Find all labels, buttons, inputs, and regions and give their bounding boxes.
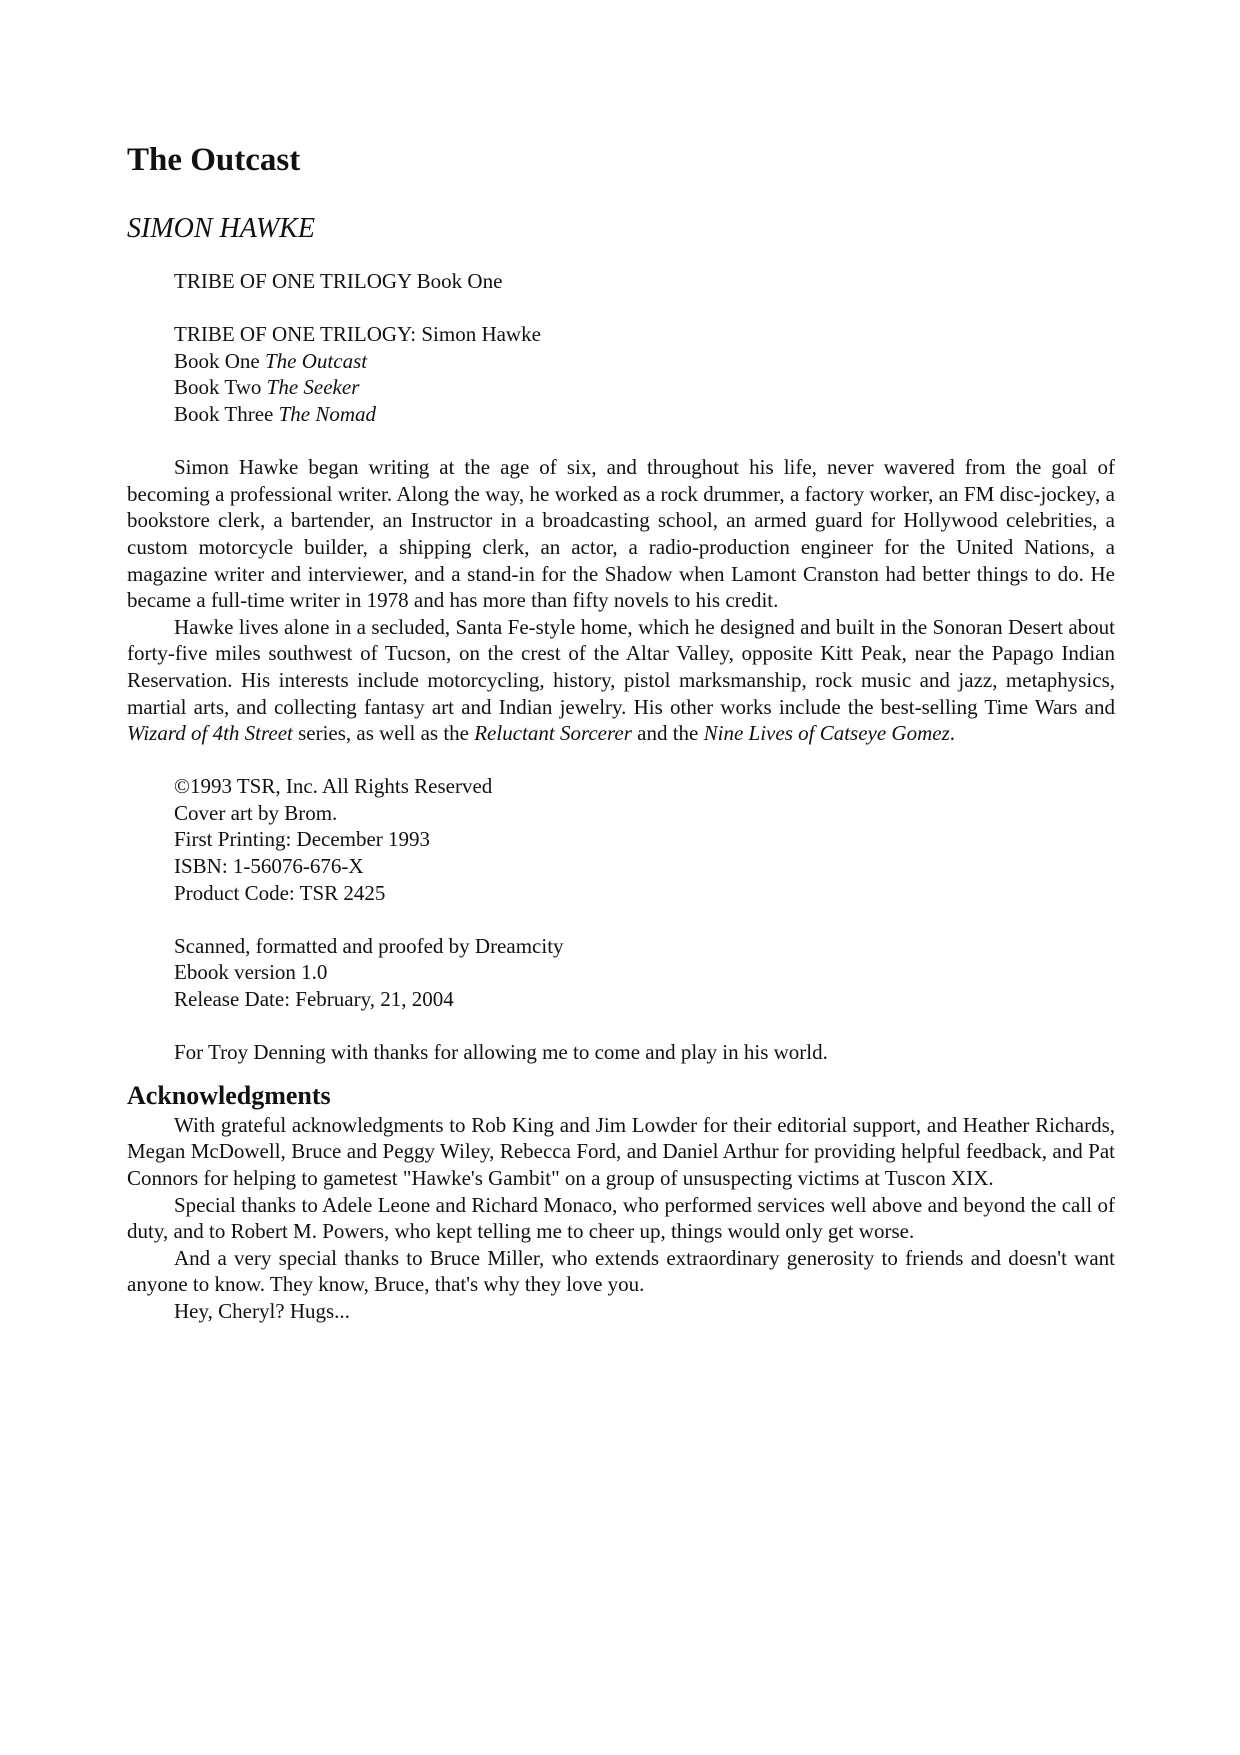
series-list-heading: TRIBE OF ONE TRILOGY: Simon Hawke bbox=[174, 322, 541, 347]
book-label: Book Three bbox=[174, 401, 274, 426]
document-page bbox=[127, 140, 1115, 1325]
bio-text: and the bbox=[631, 721, 704, 746]
series-line: TRIBE OF ONE TRILOGY Book One bbox=[174, 269, 503, 293]
book-title-italic: The Outcast bbox=[265, 348, 368, 373]
acknowledgments-heading: Acknowledgments bbox=[127, 1080, 331, 1110]
series-title-italic: Nine Lives of Catseye Gomez bbox=[703, 721, 950, 746]
book-label: Book One bbox=[174, 348, 260, 373]
book-label: Book Two bbox=[174, 375, 262, 400]
series-title-italic: Wizard of 4th Street bbox=[127, 721, 293, 746]
bio-paragraph-1: Simon Hawke began writing at the age of six, and throughout his life, never wavered from the goal of becoming a professional writer. Along the way, he worked as a rock drummer, a factory worker, an FM disc-jockey, a bookstore clerk, a bartender, an Instructor in a broadcasting school, an armed guard for Hollywood celebrities, a custom motorcycle builder, a shipping clerk, an actor, a radio-production engineer for the United Nations, a magazine writer and interviewer, and a stand-in for the Shadow when Lamont Cranston had better things to do. He became a full-time writer in 1978 and has more than fifty novels to his credit. bbox=[127, 455, 1115, 613]
ebook-version-line: Ebook version 1.0 bbox=[174, 960, 328, 985]
spacer bbox=[174, 747, 1115, 774]
cover-art-line: Cover art by Brom. bbox=[174, 800, 338, 825]
book-title-italic: The Nomad bbox=[278, 401, 377, 426]
acknowledgments-paragraph: Special thanks to Adele Leone and Richard Monaco, who performed services well above and beyond the call of duty, and to Robert M. Powers, who kept telling me to cheer up, things would only get worse. bbox=[127, 1192, 1115, 1244]
acknowledgments-paragraph: With grateful acknowledgments to Rob King and Jim Lowder for their editorial support, and Heather Richards, Megan McDowell, Bruce and Peggy Wiley, Rebecca Ford, and Daniel Arthur for providing helpful feedback, and Pat Connors for helping to gametest "Hawke's Gambit" on a group of unsuspecting victims at Tuscon XIX. bbox=[127, 1112, 1115, 1190]
spacer bbox=[174, 1013, 1115, 1040]
spacer bbox=[174, 428, 1115, 455]
bio-text: . bbox=[949, 721, 955, 746]
series-title-italic: Reluctant Sorcerer bbox=[474, 721, 632, 746]
series-book-1 bbox=[174, 348, 1115, 375]
scan-credit-line: Scanned, formatted and proofed by Dreamcity bbox=[174, 933, 564, 958]
bio-text: series, as well as the bbox=[292, 721, 475, 746]
bio-text: Hawke lives alone in a secluded, Santa Fe-style home, which he designed and built in the Sonoran Desert about forty-five miles southwest of Tucson, on the crest of the Altar Valley, opposite Kitt Peak, near the Papago Indian Reservation. His interests include motorcycling, history, pistol marksmanship, rock music and jazz, metaphysics, martial arts, and collecting fantasy art and Indian jewelry. His other works include the best-selling Time Wars and bbox=[127, 614, 1115, 719]
acknowledgments-paragraph: And a very special thanks to Bruce Miller, who extends extraordinary generosity to friends and doesn't want anyone to know. They know, Bruce, that's why they love you. bbox=[127, 1245, 1115, 1297]
first-printing-line: First Printing: December 1993 bbox=[174, 827, 431, 852]
isbn-line: ISBN: 1-56076-676-X bbox=[174, 854, 364, 879]
author-name: SIMON HAWKE bbox=[127, 213, 315, 244]
release-date-line: Release Date: February, 21, 2004 bbox=[174, 987, 454, 1012]
product-code-line: Product Code: TSR 2425 bbox=[174, 880, 386, 905]
spacer bbox=[174, 295, 1115, 322]
book-title: The Outcast bbox=[127, 142, 301, 178]
series-block bbox=[174, 268, 1115, 454]
copyright-block bbox=[174, 747, 1115, 1066]
series-book-2 bbox=[174, 374, 1115, 401]
book-title-italic: The Seeker bbox=[266, 375, 360, 400]
spacer bbox=[174, 906, 1115, 933]
acknowledgments-paragraph: Hey, Cheryl? Hugs... bbox=[174, 1298, 350, 1323]
copyright-line: ©1993 TSR, Inc. All Rights Reserved bbox=[174, 774, 493, 799]
dedication-line: For Troy Denning with thanks for allowing me to come and play in his world. bbox=[174, 1040, 828, 1065]
series-book-3 bbox=[174, 401, 1115, 428]
bio-paragraph-2 bbox=[127, 614, 1115, 747]
